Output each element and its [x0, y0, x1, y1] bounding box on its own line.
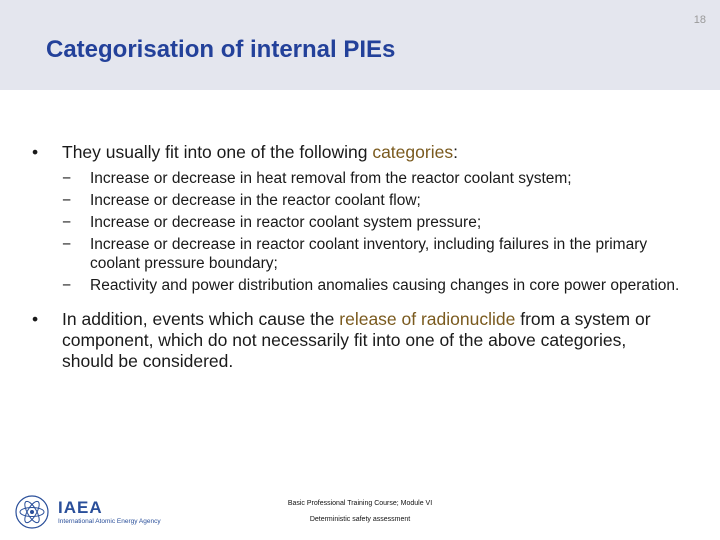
logo-name: IAEA [58, 498, 103, 517]
dash-marker: − [62, 277, 72, 294]
list-item: − Increase or decrease in reactor coolant system pressure; [62, 214, 482, 231]
dash-marker: − [62, 236, 72, 253]
footer-topic: Deterministic safety assessment [309, 516, 411, 523]
list-item: − Increase or decrease in heat removal from the reactor coolant system; [62, 170, 572, 187]
highlight-radionuclide: release of radionuclide [339, 309, 516, 329]
bullet-text-after: from a system or component, which do not necessarily fit into one of the above categories, should be considered. [62, 309, 651, 371]
bullet-radionuclide [32, 309, 682, 372]
iaea-logo [14, 492, 184, 532]
highlight-categories: categories [372, 142, 454, 162]
bullet-text-after: : [453, 142, 458, 162]
list-item: − Increase or decrease in the reactor coolant flow; [62, 192, 421, 209]
dash-marker: − [62, 214, 72, 231]
bullet-marker: • [32, 309, 39, 329]
category-list [62, 169, 682, 295]
bullet-marker: • [32, 142, 39, 162]
atom-emblem-icon [14, 494, 50, 530]
dash-marker: − [62, 170, 72, 187]
list-item: − Increase or decrease in reactor coolant inventory, including failures in the primary coolant pressure boundary; [62, 236, 648, 272]
dash-marker: − [62, 192, 72, 209]
header-band [0, 0, 720, 90]
bullet-text-before: In addition, events which cause the [62, 309, 340, 329]
page-number: 18 [693, 14, 706, 26]
slide-content [32, 142, 682, 372]
slide-title: Categorisation of internal PIEs [46, 36, 396, 63]
footer-course: Basic Professional Training Course; Module VI [287, 500, 433, 507]
bullet-text-before: They usually fit into one of the following [62, 142, 373, 162]
logo-subtitle: International Atomic Energy Agency [58, 518, 161, 525]
footer [260, 500, 460, 532]
bullet-categories [32, 142, 682, 295]
list-item: − Reactivity and power distribution anomalies causing changes in core power operation. [62, 277, 680, 294]
